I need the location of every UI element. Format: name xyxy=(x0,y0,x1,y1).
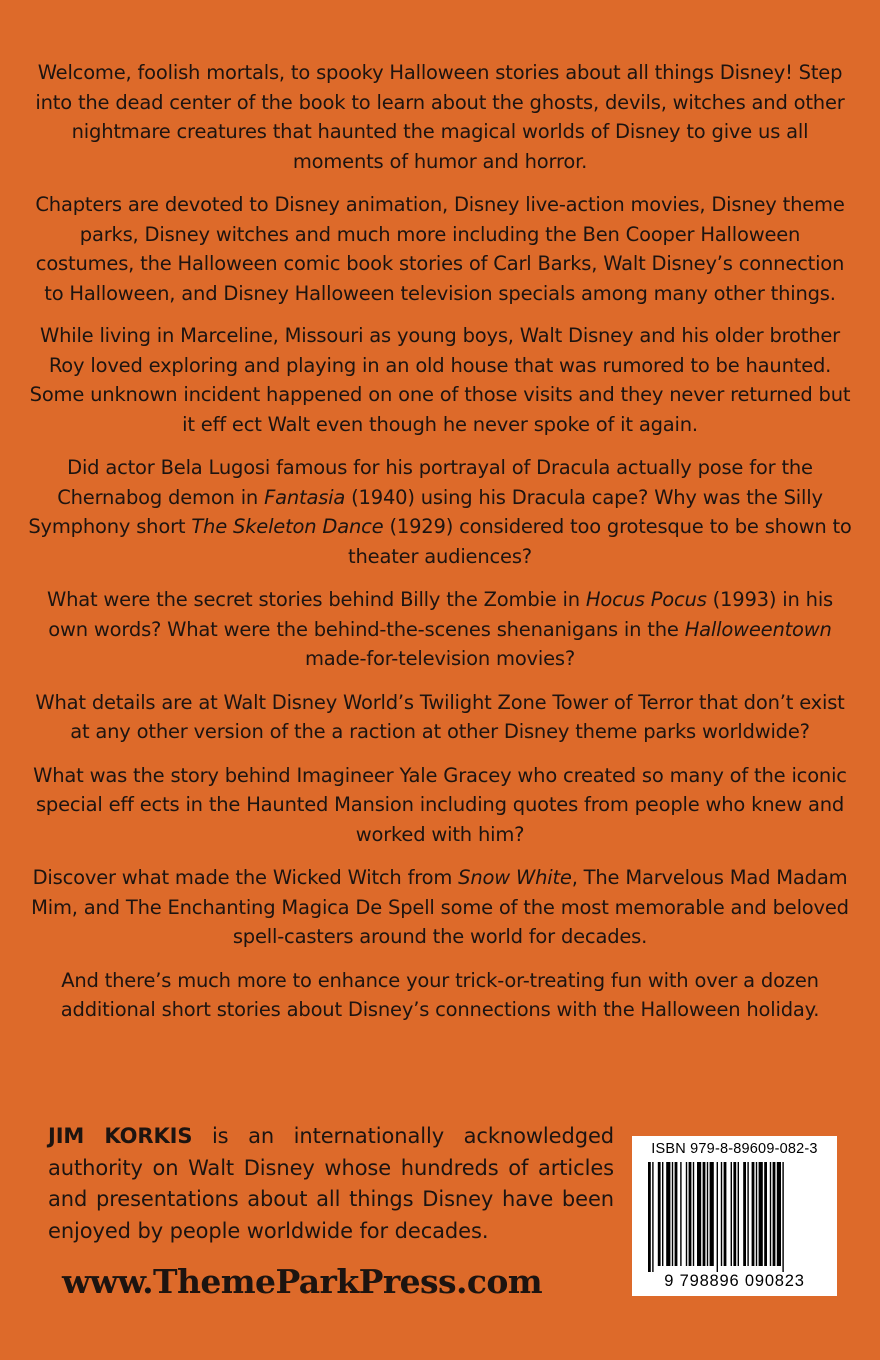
barcode-bar xyxy=(738,1162,739,1266)
barcode-bars xyxy=(648,1162,822,1272)
barcode-bar xyxy=(782,1162,783,1272)
barcode-bar xyxy=(710,1162,714,1266)
barcode-bar xyxy=(747,1162,748,1266)
barcode-bar xyxy=(759,1162,763,1266)
barcode-bar xyxy=(743,1162,746,1266)
barcode-bar xyxy=(652,1162,653,1272)
barcode-digits: 9 798896 090823 xyxy=(664,1272,805,1290)
author-bio xyxy=(48,1121,614,1247)
blurb-paragraph: And there’s much more to enhance your trick-or-treating fun with over a dozen additional short stories about Disney’s connections with the Halloween holiday. xyxy=(60,968,820,1021)
barcode-bar xyxy=(658,1162,661,1266)
barcode-bar xyxy=(752,1162,755,1266)
blurb-paragraph: While living in Marceline, Missouri as young boys, Walt Disney and his older brother Roy loved exploring and playing in an old house that was rumored to be haunted. Some unknown incident happened on one of those visits and they never returned but it eff ect Walt even though he never spoke of it again. xyxy=(29,324,851,436)
barcode-bar xyxy=(731,1162,732,1266)
barcode-bar xyxy=(662,1162,663,1266)
blurb-paragraph: Welcome, foolish mortals, to spooky Halloween stories about all things Disney! Step into the dead center of the book to learn about the ghosts, devils, witches and other nightmare creatures that haunted the magical worlds of Disney to give us all moments of humor and horror. xyxy=(35,61,845,173)
barcode-bar xyxy=(707,1162,708,1266)
barcode-bar xyxy=(672,1162,673,1266)
barcode-bar xyxy=(648,1162,651,1272)
publisher-website: www.ThemeParkPress.com xyxy=(62,1262,543,1301)
blurb-paragraph: Discover what made the Wicked Witch from Snow White, The Marvelous Mad Madam Mim, and The Enchanting Magica De Spell some of the most memorable and beloved spell-casters around the world for decades. xyxy=(31,866,849,948)
back-cover-blurb xyxy=(28,58,852,1039)
blurb-paragraph: What was the story behind Imagineer Yale Gracey who created so many of the iconic special eff ects in the Haunted Mansion including quotes from people who knew and worked with him? xyxy=(33,763,847,846)
barcode-bar xyxy=(733,1162,736,1266)
author-bio-text: is an internationally acknowledged authority on Walt Disney whose hundreds of articles and presentations about all things Disney have been enjoyed by people worldwide for decades. xyxy=(48,1124,614,1243)
barcode-bar xyxy=(770,1162,771,1266)
barcode-bar xyxy=(697,1162,701,1266)
barcode-bar xyxy=(686,1162,687,1266)
isbn-number: ISBN 979-8-89609-082-3 xyxy=(651,1141,818,1157)
barcode-bar xyxy=(666,1162,670,1266)
blurb-paragraph: Did actor Bela Lugosi famous for his portrayal of Dracula actually pose for the Chernabog demon in Fantasia (1940) using his Dracula cape? Why was the Silly Symphony short The Skeleton Dance (1929) considered too grotesque to be shown to theater audiences? xyxy=(28,456,852,568)
barcode-bar xyxy=(689,1162,692,1266)
barcode-bar xyxy=(721,1162,722,1266)
barcode-bar xyxy=(764,1162,767,1266)
blurb-paragraph: What details are at Walt Disney World’s Twilight Zone Tower of Terror that don’t exist at any other version of the a raction at other Disney theme parks worldwide? xyxy=(35,690,845,743)
barcode-bar xyxy=(680,1162,681,1266)
barcode-bar xyxy=(756,1162,757,1266)
barcode-bar xyxy=(703,1162,706,1266)
blurb-paragraph: What were the secret stories behind Billy the Zombie in Hocus Pocus (1993) in his own words? What were the behind-the-scenes shenanigans in the Halloweentown made-for-television movies? xyxy=(46,588,834,670)
isbn-barcode xyxy=(632,1136,837,1296)
barcode-bar xyxy=(777,1162,781,1266)
barcode-bar xyxy=(773,1162,776,1266)
barcode-bar xyxy=(724,1162,727,1266)
barcode-bar xyxy=(675,1162,678,1266)
barcode-bar xyxy=(693,1162,694,1266)
blurb-paragraph: Chapters are devoted to Disney animation, Disney live-action movies, Disney theme parks, Disney witches and much more including the Ben Cooper Halloween costumes, the Halloween comic book stories of Carl Barks, Walt Disney’s connection to Halloween, and Disney Halloween television specials among many other things. xyxy=(35,193,845,305)
barcode-bar xyxy=(717,1162,718,1272)
author-name: JIM KORKIS xyxy=(48,1124,193,1148)
